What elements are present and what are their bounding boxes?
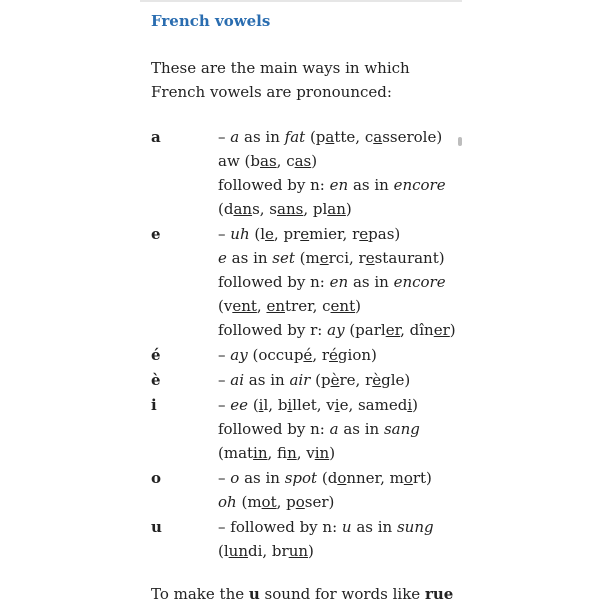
vowel-letter: a (151, 128, 161, 146)
pronunciation-line: oh (mot, poser) (218, 493, 335, 511)
pronunciation-line: – a as in fat (patte, casserole) (218, 128, 443, 146)
pronunciation-line: followed by n: en as in encore (218, 273, 446, 291)
document-page (140, 0, 462, 602)
pronunciation-line: – uh (le, premier, repas) (218, 225, 401, 243)
pronunciation-line: – o as in spot (donner, mort) (218, 469, 432, 487)
vowel-letter: e (151, 225, 161, 243)
vowel-letter: u (151, 518, 162, 536)
vowel-description (218, 466, 458, 515)
section-title: French vowels (151, 12, 271, 30)
scrollbar-thumb[interactable] (458, 137, 462, 146)
vowel-row (151, 222, 458, 343)
pronunciation-line: e as in set (merci, restaurant) (218, 249, 445, 267)
vowel-description (218, 393, 458, 466)
vowel-letter: é (151, 346, 161, 364)
intro-paragraph: These are the main ways in which French vowels are pronounced: (151, 59, 410, 101)
vowel-row (151, 368, 458, 393)
pronunciation-line: followed by n: en as in encore (218, 176, 446, 194)
pronunciation-line: followed by r: ay (parler, dîner) (218, 321, 456, 339)
pronunciation-line: – followed by n: u as in sung (218, 518, 434, 536)
vowel-description (218, 343, 458, 368)
vowel-letter: è (151, 371, 161, 389)
vowel-row (151, 466, 458, 515)
vowel-description (218, 125, 458, 222)
vowel-table (151, 125, 458, 564)
vowel-row (151, 125, 458, 222)
pronunciation-line: – ai as in air (père, règle) (218, 371, 411, 389)
vowel-description (218, 515, 458, 564)
vowel-description (218, 222, 458, 343)
pronunciation-line: (vent, entrer, cent) (218, 297, 361, 315)
pronunciation-line: (dans, sans, plan) (218, 200, 352, 218)
pronunciation-line: (matin, fin, vin) (218, 444, 336, 462)
outro-paragraph: To make the u sound for words like rue (151, 585, 454, 603)
vowel-letter: i (151, 396, 157, 414)
pronunciation-line: – ay (occupé, région) (218, 346, 377, 364)
vowel-row (151, 515, 458, 564)
pronunciation-line: – ee (il, billet, vie, samedi) (218, 396, 418, 414)
pronunciation-line: aw (bas, cas) (218, 152, 318, 170)
vowel-row (151, 343, 458, 368)
vowel-description (218, 368, 458, 393)
pronunciation-line: (lundi, brun) (218, 542, 314, 560)
vowel-letter: o (151, 469, 162, 487)
pronunciation-line: followed by n: a as in sang (218, 420, 420, 438)
vowel-row (151, 393, 458, 466)
